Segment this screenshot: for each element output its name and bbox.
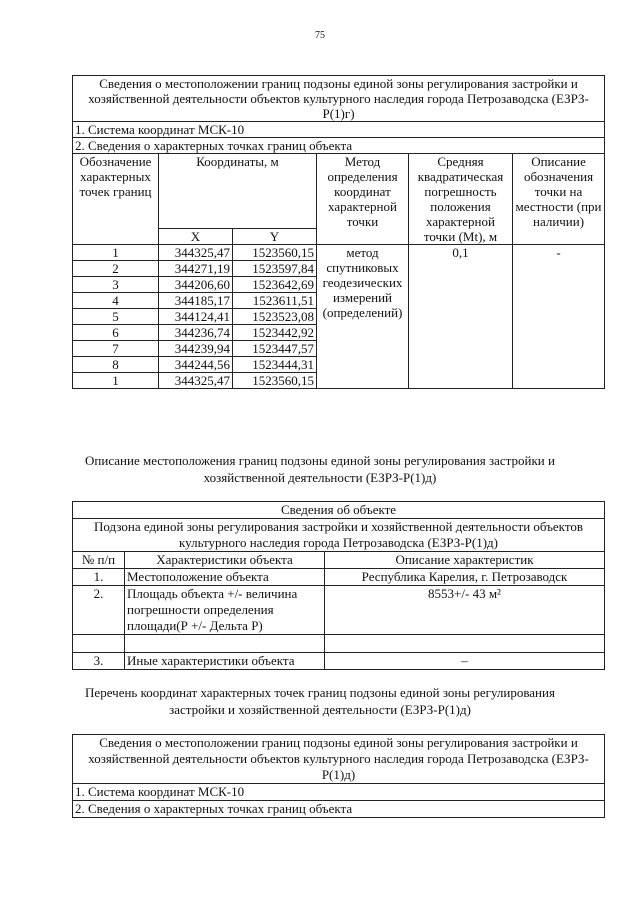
point-x: 344185,17 xyxy=(159,293,233,309)
table3-coord-system: 1. Система координат МСК-10 xyxy=(73,784,605,801)
point-y: 1523611,51 xyxy=(233,293,317,309)
row-number: 2. xyxy=(73,586,125,635)
col-method: Метод определения координат характерной точки xyxy=(317,154,409,245)
table2-title: Сведения об объекте xyxy=(73,502,605,519)
point-number: 7 xyxy=(73,341,159,357)
row-number: 1. xyxy=(73,569,125,586)
table2-subtitle: Подзона единой зоны регулирования застройки и хозяйственной деятельности объектов культурного наследия города Петрозаводска (ЕЗРЗ-Р(1)д) xyxy=(73,519,605,552)
point-x: 344236,74 xyxy=(159,325,233,341)
page-number: 75 xyxy=(315,30,325,41)
table-row xyxy=(73,586,605,635)
point-y: 1523523,08 xyxy=(233,309,317,325)
point-x: 344325,47 xyxy=(159,373,233,389)
point-number: 5 xyxy=(73,309,159,325)
point-y: 1523447,57 xyxy=(233,341,317,357)
point-x: 344239,94 xyxy=(159,341,233,357)
col-error: Средняя квадратическая погрешность положения характерной точки (Mt), м xyxy=(409,154,513,245)
table1-coord-system: 1. Система координат МСК-10 xyxy=(73,122,605,138)
point-number: 6 xyxy=(73,325,159,341)
col-description: Описание обозначения точки на местности (при наличии) xyxy=(513,154,605,245)
row-number: 3. xyxy=(73,653,125,670)
point-number: 4 xyxy=(73,293,159,309)
point-number: 2 xyxy=(73,261,159,277)
point-x: 344244,56 xyxy=(159,357,233,373)
point-x: 344325,47 xyxy=(159,245,233,261)
point-x: 344124,41 xyxy=(159,309,233,325)
point-y: 1523444,31 xyxy=(233,357,317,373)
point-y: 1523642,69 xyxy=(233,277,317,293)
col-x: X xyxy=(159,229,233,245)
row-characteristic: Иные характеристики объекта xyxy=(125,653,325,670)
boundary-table-g xyxy=(72,75,605,389)
point-y: 1523442,92 xyxy=(233,325,317,341)
row-description: Республика Карелия, г. Петрозаводск xyxy=(325,569,605,586)
row-description: – xyxy=(325,653,605,670)
point-y: 1523597,84 xyxy=(233,261,317,277)
col-char-description: Описание характеристик xyxy=(325,552,605,569)
point-number: 1 xyxy=(73,245,159,261)
point-number: 8 xyxy=(73,357,159,373)
row-description: 8553+/- 43 м² xyxy=(325,586,605,635)
point-x: 344271,19 xyxy=(159,261,233,277)
table1-points-header: 2. Сведения о характерных точках границ объекта xyxy=(73,138,605,154)
table-row xyxy=(73,569,605,586)
section-caption-coordinates: Перечень координат характерных точек границ подзоны единой зоны регулирования застройки и хозяйственной деятельности (ЕЗРЗ-Р(1)д) xyxy=(85,685,555,717)
row-characteristic: Местоположение объекта xyxy=(125,569,325,586)
point-y: 1523560,15 xyxy=(233,373,317,389)
point-y: 1523560,15 xyxy=(233,245,317,261)
row-characteristic: Площадь объекта +/- величина погрешности определения площади(Р +/- Дельта Р) xyxy=(125,586,325,635)
col-coordinates: Координаты, м xyxy=(159,154,317,229)
description-value: - xyxy=(513,245,605,389)
col-characteristic: Характеристики объекта xyxy=(125,552,325,569)
point-x: 344206,60 xyxy=(159,277,233,293)
point-number: 3 xyxy=(73,277,159,293)
error-value: 0,1 xyxy=(409,245,513,389)
table-row xyxy=(73,245,605,261)
table1-title: Сведения о местоположении границ подзоны единой зоны регулирования застройки и хозяйственной деятельности объектов культурного наследия города Петрозаводска (ЕЗРЗ-Р(1)г) xyxy=(73,76,605,122)
method-value: метод спутниковых геодезических измерений (определений) xyxy=(317,245,409,389)
table-row xyxy=(73,653,605,670)
section-caption-description: Описание местоположения границ подзоны единой зоны регулирования застройки и хозяйственной деятельности (ЕЗРЗ-Р(1)д) xyxy=(85,453,555,485)
object-info-table xyxy=(72,501,605,670)
col-number: № п/п xyxy=(73,552,125,569)
table3-title: Сведения о местоположении границ подзоны единой зоны регулирования застройки и хозяйственной деятельности объектов культурного наследия города Петрозаводска (ЕЗРЗ-Р(1)д) xyxy=(73,735,605,784)
table3-points-header: 2. Сведения о характерных точках границ объекта xyxy=(73,801,605,818)
col-designation: Обозначение характерных точек границ xyxy=(73,154,159,245)
boundary-table-d xyxy=(72,734,605,818)
point-number: 1 xyxy=(73,373,159,389)
col-y: Y xyxy=(233,229,317,245)
